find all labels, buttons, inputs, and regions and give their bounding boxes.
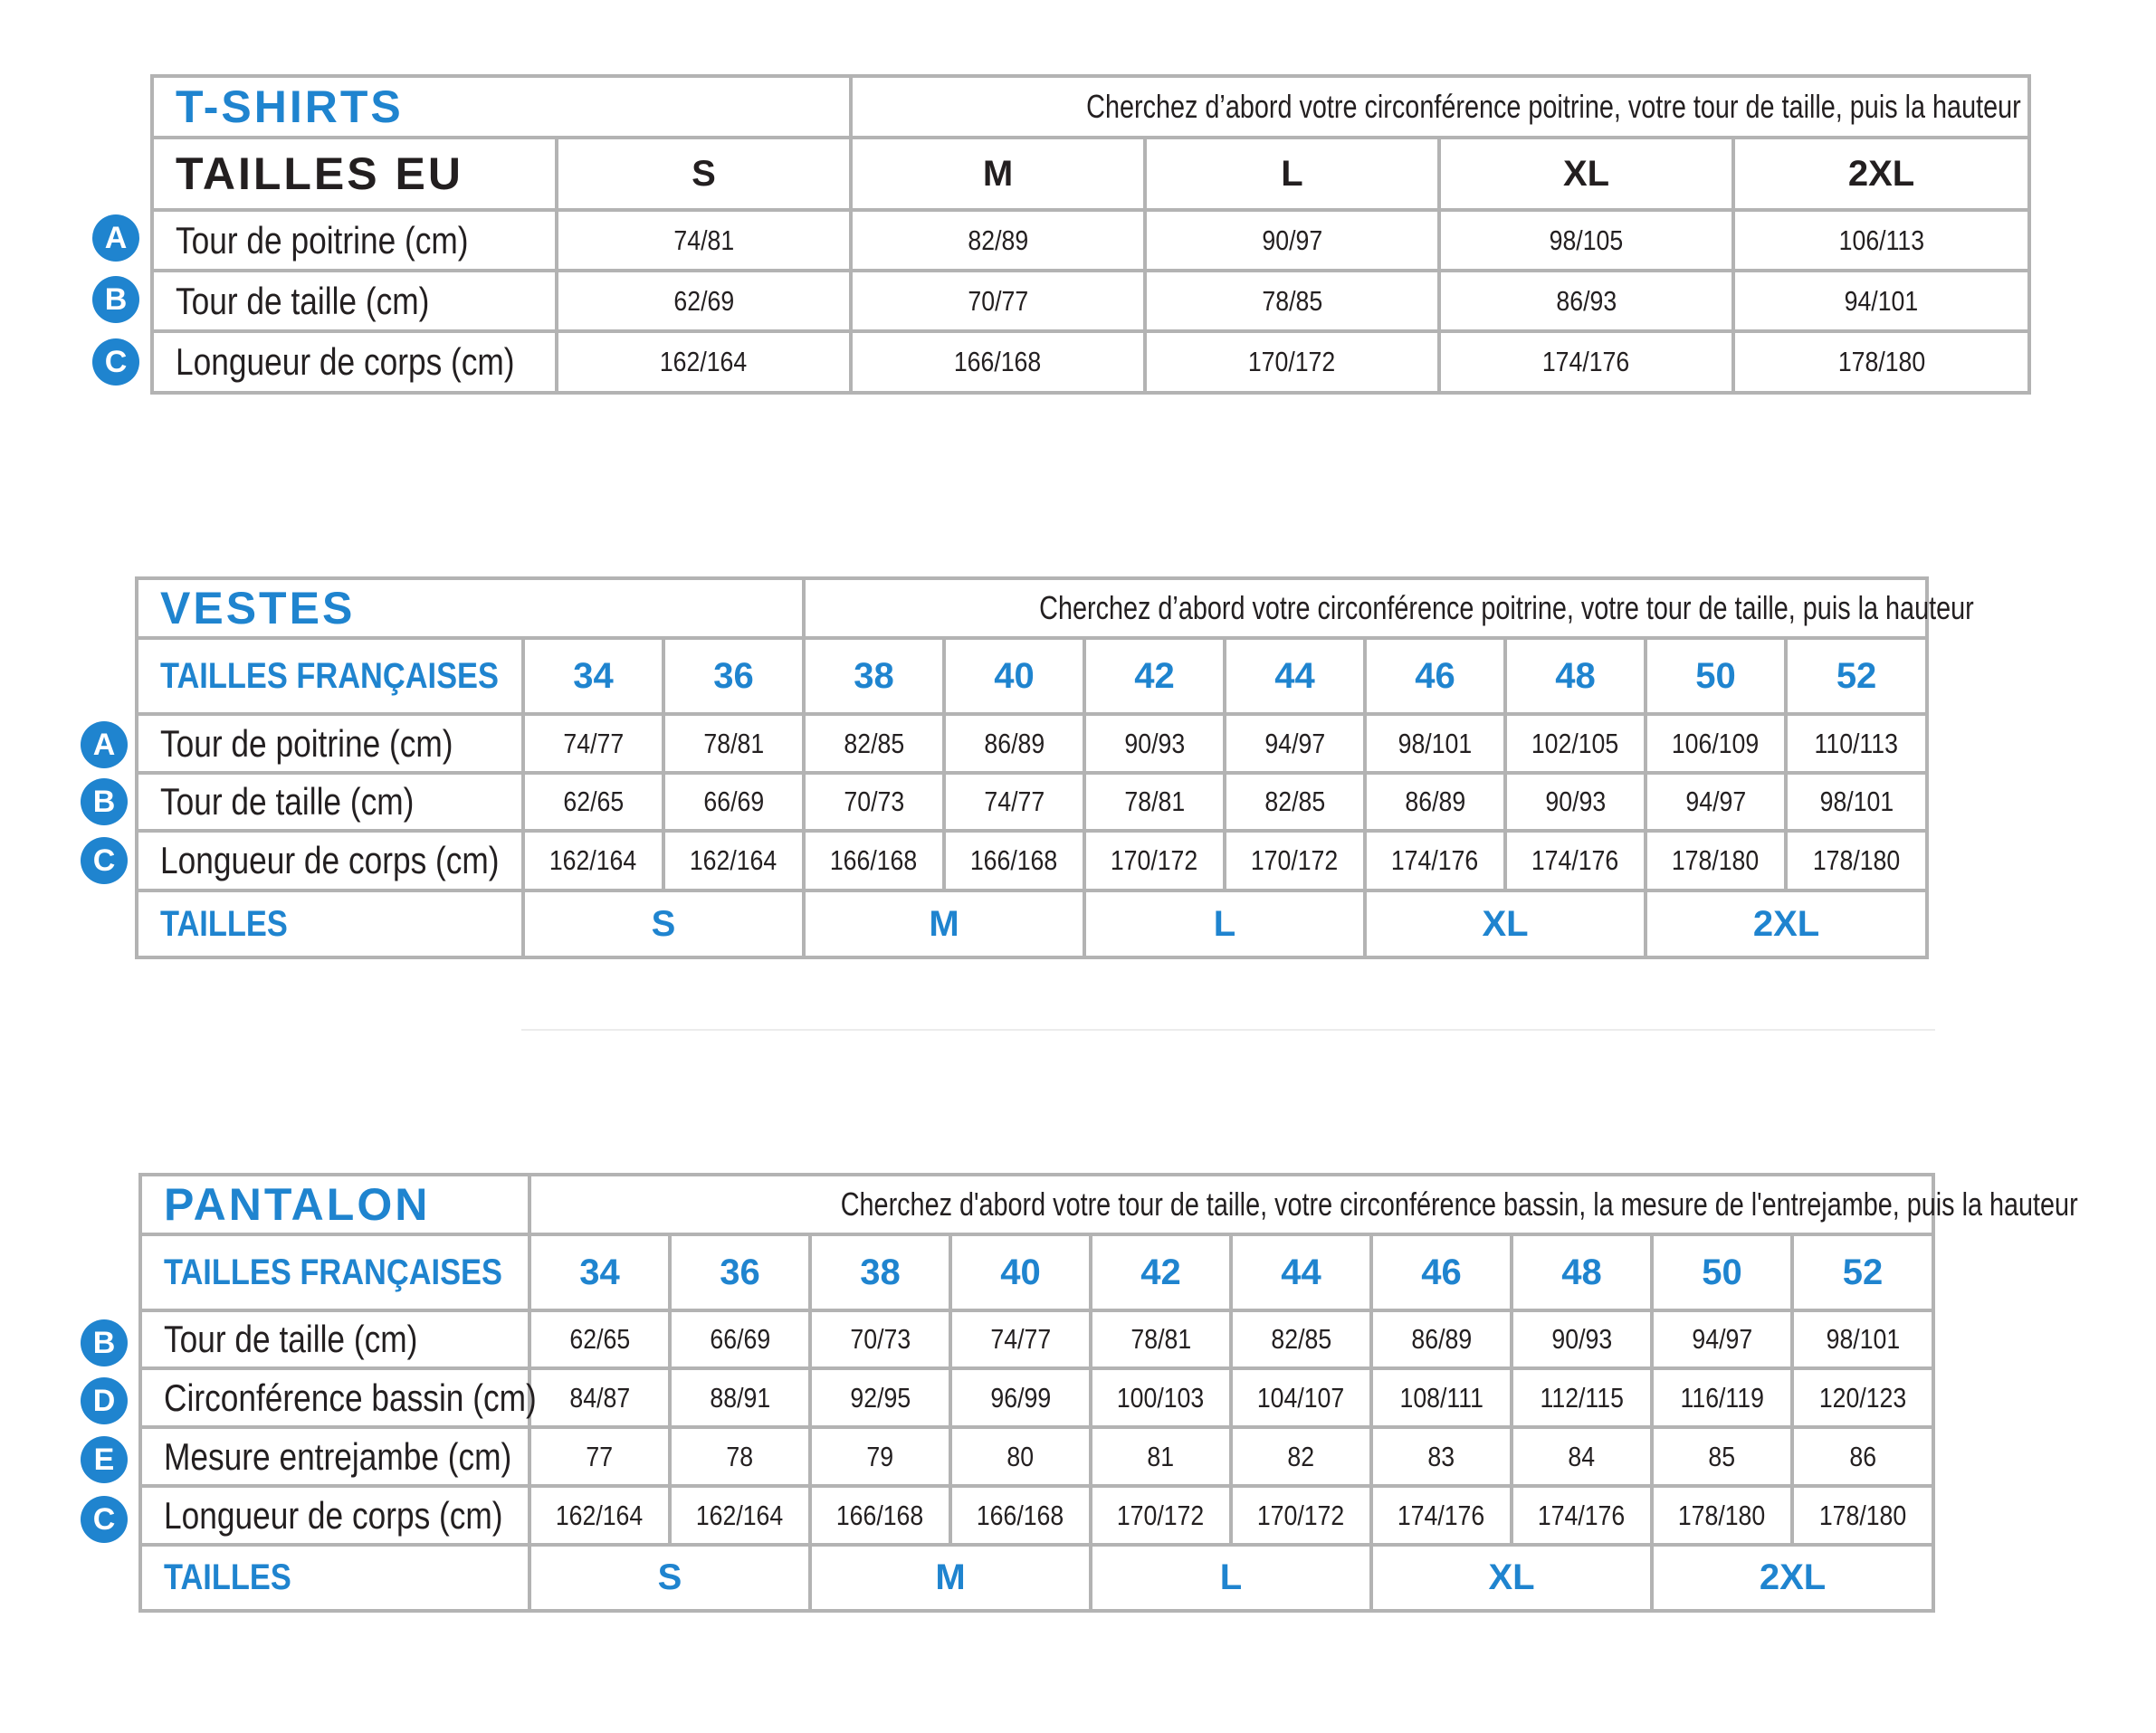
pantalon-size-40: 40 (950, 1234, 1091, 1310)
vestes-title: VESTES (137, 578, 804, 638)
row-label: Tour de poitrine (cm) (137, 714, 523, 773)
table-cell: 170/172 (1145, 331, 1439, 393)
table-cell: 162/164 (663, 831, 804, 890)
table-cell: 174/176 (1371, 1486, 1512, 1545)
row-label: Mesure entrejambe (cm) (140, 1427, 529, 1486)
table-cell: 92/95 (810, 1368, 950, 1427)
table-cell: 83 (1371, 1427, 1512, 1486)
table-cell: 74/77 (523, 714, 663, 773)
tshirts-size-table (150, 74, 2031, 395)
table-cell: 79 (810, 1427, 950, 1486)
table-cell: 90/97 (1145, 210, 1439, 271)
table-cell: 98/101 (1792, 1310, 1933, 1368)
pantalon-footer-m: M (810, 1545, 1091, 1611)
pantalon-size-header: TAILLES FRANÇAISES (140, 1234, 529, 1310)
table-cell: 166/168 (810, 1486, 950, 1545)
vestes-size-header: TAILLES FRANÇAISES (137, 638, 523, 714)
table-cell: 70/73 (810, 1310, 950, 1368)
table-cell: 85 (1652, 1427, 1792, 1486)
table-cell: 174/176 (1365, 831, 1505, 890)
table-cell: 78/81 (663, 714, 804, 773)
table-cell: 80 (950, 1427, 1091, 1486)
table-cell: 62/69 (557, 271, 851, 331)
table-cell: 98/101 (1365, 714, 1505, 773)
table-cell: 78/81 (1091, 1310, 1231, 1368)
badge-b-icon: B (81, 1319, 128, 1366)
table-cell: 162/164 (523, 831, 663, 890)
table-cell: 162/164 (529, 1486, 670, 1545)
pantalon-hint: Cherchez d'abord votre tour de taille, votre circonférence bassin, la mesure de l'entrejambe, puis la hauteur (529, 1175, 1933, 1234)
tshirts-size-header: TAILLES EU (152, 138, 557, 210)
vestes-size-42: 42 (1084, 638, 1225, 714)
pantalon-size-34: 34 (529, 1234, 670, 1310)
badge-a-icon: A (92, 214, 139, 262)
row-label: Tour de poitrine (cm) (152, 210, 557, 271)
badge-c-icon: C (92, 338, 139, 386)
row-label: Circonférence bassin (cm) (140, 1368, 529, 1427)
table-cell: 74/77 (950, 1310, 1091, 1368)
table-cell: 178/180 (1733, 331, 2029, 393)
table-cell: 162/164 (670, 1486, 810, 1545)
tshirts-size-xl: XL (1439, 138, 1733, 210)
table-cell: 174/176 (1512, 1486, 1652, 1545)
table-row (140, 1545, 1933, 1611)
vestes-size-38: 38 (804, 638, 944, 714)
table-cell: 162/164 (557, 331, 851, 393)
table-cell: 86/93 (1439, 271, 1733, 331)
badge-b-icon: B (81, 778, 128, 825)
row-label: Tour de taille (cm) (140, 1310, 529, 1368)
table-cell: 90/93 (1512, 1310, 1652, 1368)
table-cell: 82/85 (804, 714, 944, 773)
table-cell: 100/103 (1091, 1368, 1231, 1427)
table-cell: 82/85 (1231, 1310, 1371, 1368)
vestes-size-52: 52 (1786, 638, 1927, 714)
table-cell: 78/85 (1145, 271, 1439, 331)
table-row (140, 1427, 1933, 1486)
vestes-size-48: 48 (1505, 638, 1646, 714)
table-cell: 178/180 (1652, 1486, 1792, 1545)
table-cell: 116/119 (1652, 1368, 1792, 1427)
badge-d-icon: D (81, 1377, 128, 1424)
table-cell: 62/65 (529, 1310, 670, 1368)
table-cell: 94/101 (1733, 271, 2029, 331)
pantalon-size-42: 42 (1091, 1234, 1231, 1310)
table-cell: 86/89 (944, 714, 1084, 773)
tshirts-size-m: M (851, 138, 1145, 210)
table-cell: 74/77 (944, 773, 1084, 831)
vestes-footer-m: M (804, 890, 1084, 957)
vestes-footer-2xl: 2XL (1646, 890, 1927, 957)
table-cell: 86 (1792, 1427, 1933, 1486)
badge-b-icon: B (92, 276, 139, 323)
table-cell: 84/87 (529, 1368, 670, 1427)
table-cell: 112/115 (1512, 1368, 1652, 1427)
table-cell: 94/97 (1225, 714, 1365, 773)
table-cell: 166/168 (851, 331, 1145, 393)
vestes-size-46: 46 (1365, 638, 1505, 714)
section-divider (521, 1029, 1935, 1031)
pantalon-size-46: 46 (1371, 1234, 1512, 1310)
tshirts-hint: Cherchez d’abord votre circonférence poitrine, votre tour de taille, puis la hauteur (851, 76, 2029, 138)
table-cell: 62/65 (523, 773, 663, 831)
table-cell: 86/89 (1371, 1310, 1512, 1368)
table-row (140, 1368, 1933, 1427)
pantalon-size-44: 44 (1231, 1234, 1371, 1310)
table-cell: 104/107 (1231, 1368, 1371, 1427)
table-cell: 108/111 (1371, 1368, 1512, 1427)
table-cell: 166/168 (804, 831, 944, 890)
vestes-size-44: 44 (1225, 638, 1365, 714)
pantalon-footer-s: S (529, 1545, 810, 1611)
table-cell: 120/123 (1792, 1368, 1933, 1427)
table-cell: 88/91 (670, 1368, 810, 1427)
tshirts-title: T-SHIRTS (152, 76, 851, 138)
table-row (152, 271, 2029, 331)
table-cell: 84 (1512, 1427, 1652, 1486)
table-row (137, 714, 1927, 773)
table-cell: 170/172 (1091, 1486, 1231, 1545)
table-cell: 94/97 (1652, 1310, 1792, 1368)
vestes-size-table (135, 576, 1974, 959)
table-cell: 77 (529, 1427, 670, 1486)
pantalon-size-48: 48 (1512, 1234, 1652, 1310)
table-cell: 166/168 (950, 1486, 1091, 1545)
table-cell: 110/113 (1786, 714, 1927, 773)
pantalon-size-36: 36 (670, 1234, 810, 1310)
pantalon-footer-xl: XL (1371, 1545, 1652, 1611)
vestes-size-34: 34 (523, 638, 663, 714)
table-cell: 174/176 (1439, 331, 1733, 393)
table-cell: 70/77 (851, 271, 1145, 331)
table-row (137, 773, 1927, 831)
table-cell: 66/69 (670, 1310, 810, 1368)
table-cell: 178/180 (1786, 831, 1927, 890)
pantalon-footer-2xl: 2XL (1652, 1545, 1933, 1611)
table-cell: 82 (1231, 1427, 1371, 1486)
table-row (140, 1486, 1933, 1545)
table-row (140, 1310, 1933, 1368)
table-row (137, 831, 1927, 890)
row-label: Longueur de corps (cm) (137, 831, 523, 890)
badge-c-icon: C (81, 1496, 128, 1543)
table-cell: 170/172 (1225, 831, 1365, 890)
table-cell: 70/73 (804, 773, 944, 831)
vestes-hint: Cherchez d’abord votre circonférence poitrine, votre tour de taille, puis la hauteur (804, 578, 1927, 638)
vestes-footer-label: TAILLES (137, 890, 523, 957)
vestes-size-36: 36 (663, 638, 804, 714)
table-row (152, 331, 2029, 393)
table-cell: 78 (670, 1427, 810, 1486)
table-cell: 178/180 (1792, 1486, 1933, 1545)
table-cell: 106/109 (1646, 714, 1786, 773)
badge-e-icon: E (81, 1436, 128, 1483)
row-label: Longueur de corps (cm) (152, 331, 557, 393)
pantalon-size-38: 38 (810, 1234, 950, 1310)
table-cell: 82/85 (1225, 773, 1365, 831)
pantalon-size-table (138, 1173, 2078, 1613)
pantalon-size-50: 50 (1652, 1234, 1792, 1310)
table-cell: 106/113 (1733, 210, 2029, 271)
table-cell: 81 (1091, 1427, 1231, 1486)
pantalon-title: PANTALON (140, 1175, 529, 1234)
pantalon-footer-l: L (1091, 1545, 1371, 1611)
table-cell: 94/97 (1646, 773, 1786, 831)
row-label: Tour de taille (cm) (137, 773, 523, 831)
table-cell: 74/81 (557, 210, 851, 271)
tshirts-size-s: S (557, 138, 851, 210)
pantalon-size-52: 52 (1792, 1234, 1933, 1310)
tshirts-size-l: L (1145, 138, 1439, 210)
table-cell: 98/101 (1786, 773, 1927, 831)
vestes-size-50: 50 (1646, 638, 1786, 714)
table-cell: 166/168 (944, 831, 1084, 890)
vestes-footer-l: L (1084, 890, 1365, 957)
table-cell: 102/105 (1505, 714, 1646, 773)
pantalon-footer-label: TAILLES (140, 1545, 529, 1611)
table-cell: 96/99 (950, 1368, 1091, 1427)
table-cell: 78/81 (1084, 773, 1225, 831)
badge-c-icon: C (81, 837, 128, 884)
table-cell: 86/89 (1365, 773, 1505, 831)
table-cell: 170/172 (1084, 831, 1225, 890)
vestes-footer-xl: XL (1365, 890, 1646, 957)
badge-a-icon: A (81, 721, 128, 768)
table-cell: 178/180 (1646, 831, 1786, 890)
table-cell: 174/176 (1505, 831, 1646, 890)
row-label: Tour de taille (cm) (152, 271, 557, 331)
table-cell: 66/69 (663, 773, 804, 831)
vestes-footer-s: S (523, 890, 804, 957)
table-cell: 170/172 (1231, 1486, 1371, 1545)
table-cell: 90/93 (1505, 773, 1646, 831)
table-row (137, 890, 1927, 957)
table-cell: 98/105 (1439, 210, 1733, 271)
table-cell: 90/93 (1084, 714, 1225, 773)
vestes-size-40: 40 (944, 638, 1084, 714)
row-label: Longueur de corps (cm) (140, 1486, 529, 1545)
table-cell: 82/89 (851, 210, 1145, 271)
table-row (152, 210, 2029, 271)
tshirts-size-2xl: 2XL (1733, 138, 2029, 210)
